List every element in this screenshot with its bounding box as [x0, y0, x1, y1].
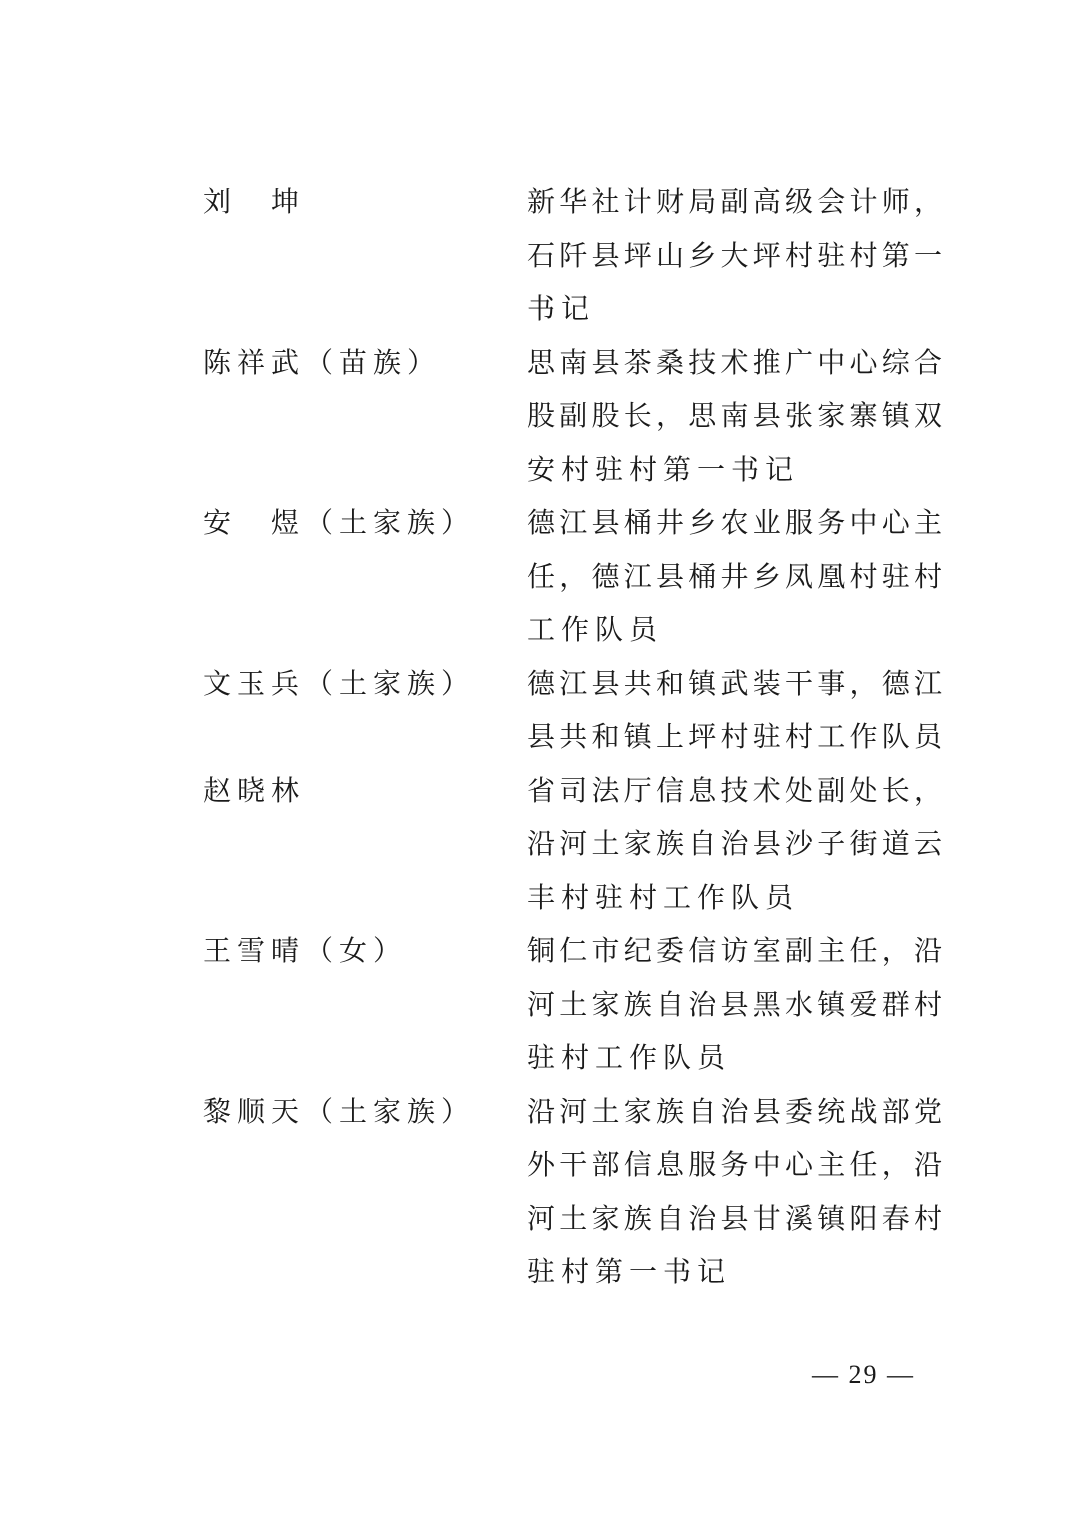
description-line: 省司法厅信息技术处副处长，	[527, 773, 942, 807]
description-line: 县共和镇上坪村驻村工作队员	[527, 720, 942, 753]
list-item	[0, 657, 1080, 764]
person-name: 文玉兵（土家族）	[203, 666, 476, 700]
description-line: 丰村驻村工作队员	[527, 880, 800, 914]
list-item	[0, 336, 1080, 497]
person-name: 安 煜（土家族）	[203, 506, 476, 539]
person-description	[527, 175, 942, 336]
description-line: 石阡县坪山乡大坪村驻村第一	[527, 238, 942, 272]
description-line: 德江县共和镇武装干事，德江	[527, 666, 942, 700]
description-line: 驻村第一书记	[527, 1255, 732, 1288]
list-item	[0, 175, 1080, 336]
description-line: 安村驻村第一书记	[527, 452, 800, 486]
page-number: — 29 —	[812, 1360, 915, 1389]
person-description	[527, 496, 942, 657]
description-line: 外干部信息服务中心主任，沿	[527, 1148, 942, 1181]
description-line: 河土家族自治县黑水镇爱群村	[527, 987, 942, 1021]
person-name: 赵晓林	[203, 773, 306, 807]
person-description	[527, 1085, 942, 1299]
description-line: 沿河土家族自治县沙子街道云	[527, 827, 942, 860]
list-item	[0, 764, 1080, 925]
person-description	[527, 336, 942, 497]
person-description	[527, 764, 942, 925]
person-name: 陈祥武（苗族）	[203, 345, 442, 379]
description-line: 工作队员	[527, 613, 664, 646]
description-line: 书记	[527, 292, 596, 325]
person-description	[527, 657, 942, 764]
person-description	[527, 924, 942, 1085]
description-line: 沿河土家族自治县委统战部党	[527, 1094, 942, 1128]
description-line: 驻村工作队员	[527, 1041, 732, 1074]
description-line: 思南县茶桑技术推广中心综合	[527, 345, 942, 379]
description-line: 河土家族自治县甘溪镇阳春村	[527, 1201, 942, 1235]
person-name: 王雪晴（女）	[203, 934, 408, 967]
person-name: 刘 坤	[203, 185, 306, 218]
description-line: 德江县桶井乡农业服务中心主	[527, 506, 942, 539]
description-line: 股副股长，思南县张家寨镇双	[527, 399, 942, 432]
list-item	[0, 1085, 1080, 1299]
description-line: 任，德江县桶井乡凤凰村驻村	[527, 559, 942, 593]
list-item	[0, 924, 1080, 1085]
list-item	[0, 496, 1080, 657]
description-line: 新华社计财局副高级会计师，	[527, 185, 942, 218]
description-line: 铜仁市纪委信访室副主任，沿	[527, 934, 942, 967]
person-name: 黎顺天（土家族）	[203, 1094, 476, 1128]
honoree-list	[0, 175, 1080, 1299]
